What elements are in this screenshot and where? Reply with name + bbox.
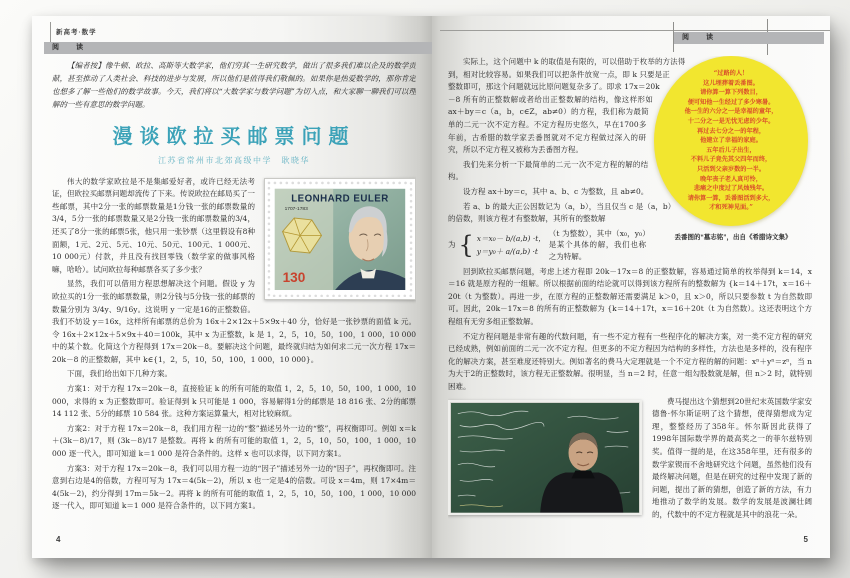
epitaph-line: 这儿埋葬着丢番图。 — [703, 79, 759, 87]
formula-lines — [477, 233, 546, 257]
epitaph-line: 五年后儿子出生， — [706, 146, 756, 154]
blackboard-graphic — [450, 402, 640, 514]
euler-stamp-image — [264, 178, 416, 301]
body-paragraph: 伟大的数学家欧拉是不是集邮爱好者，或许已经无法考证，但欧拉买邮票问题却流传了下来。传说欧拉在邮局买了一些邮票，其中2分一张的邮票数量是1分钱一张的邮票数量的3/4，5分一张的邮票数量又是2分钱一张的邮票数量的3/4，还买了8分一张的邮票5张，他只用一张钞票（这里假设有8种面额，1元、2元、5元、10元、50元、100元、1 000元、10 000元）付款，并且没有找回零钱（数学家的做事风格嘛，哈哈）。试问欧拉每种邮票各买了多少张？ — [52, 176, 255, 274]
right-page — [432, 16, 830, 558]
brace-glyph: { — [458, 231, 474, 260]
body-paragraph: 下面，我们给出如下几种方案。 — [67, 369, 172, 379]
body-paragraph: 实际上，这个问题中 k 的取值是有限的，可以借助于枚举的方法得到，相对比较容易。如果我们可以把条件放宽一点，即 k 只要是正整数即可，那这个问题就远比原问题复杂多了。即求 17x＝20k－8 所有的正整数解或者给出正整数解的结构，像这样形如 ax＋by＝c（a，b，c∈Z，ab≠0）的方程，我们称为最简单的二元一次不定方程。不定方程历史悠久，早在1700多年前，古希腊的数学家丢番图就对不定方程做过深入的研究，所以不定方程又被称为丢番图方程。 — [448, 57, 686, 155]
note-caption: 丢番图的“墓志铭”，出自《希腊诗文集》 — [674, 234, 792, 241]
euler-blackboard-photo — [448, 400, 642, 516]
section-label-left: 阅 读 — [52, 44, 88, 51]
section-band-left — [44, 42, 432, 54]
section-band-right — [674, 32, 824, 44]
stamp-name-text: LEONHARD EULER — [291, 193, 389, 205]
body-paragraph: 不定方程问题是非常有趣的代数问题，有一些不定方程有一些程序化的解决方案，对一类不定方程的研究已经成熟，例如前面的二元一次不定方程。但更多的不定方程因为结构的多样性，方法也是多样的，没有程序化的解决方案，甚至难度还特别大。例如著名的费马大定理就是一个不定方程的解的问题：xⁿ＋yⁿ＝zⁿ，当 n 为大于2的正整数时，该方程无正整数解。很明显，当 n＝2 时，任意一组勾股数就是解，但 n＞2 时，就特别困难。 — [448, 331, 812, 391]
magazine-brand: 新高考·数学 — [56, 29, 97, 36]
stamp-years-text: 1707-1783 — [284, 206, 308, 212]
body-paragraph-plan3: 方案3：对于方程 17x＝20k－8，我们可以用方程一边的“因子”描述另外一边的“因子”，再权衡即可。注意到右边是4的倍数，方程可写为 17x＝4(5k－2)，所以 x 也一定是4的倍数。可设 x＝4m，则 17×4m＝4(5k－2)，约分得到 17m＝5k－2。再将 k 的所有可能的取值 1，2，5，10，50，100，1 000，10 000 逐一代入，即可知道 k＝1 000 是符合条件的，以下同方案1。 — [52, 463, 416, 511]
yellow-oval-note — [654, 56, 808, 226]
epitaph-line: 只活到父亲岁数的一半。 — [696, 166, 766, 174]
general-solution-formula — [448, 228, 646, 263]
article-title: 漫谈欧拉买邮票问题 — [112, 125, 356, 148]
formula-prefix: 为 — [448, 240, 456, 250]
stamp-denomination: 130 — [282, 269, 306, 285]
formula-line-x: x＝x₀－ b/(a,b) ·t， — [476, 234, 546, 244]
formula-suffix: （t 为整数），其中（x₀，y₀）是某个具体的解，我们也称之为特解。 — [548, 228, 646, 261]
epitaph-line: 才和死神见面。” — [709, 204, 753, 212]
body-paragraph: 显然，我们可以借用方程思想解决这个问题。假设 y 为欧拉买的1分一张的邮票数量，则2分钱与5分钱一张的邮票的数量分别为 3/4y、9/16y。这说明 y 一定是16的正整数倍。我们不妨设 y＝16x，这样所有邮票的总价为 16x＋2×12x＋5×9x＋40 分，恰好是一张钞票的面值 k 元。令 16x＋2×12x＋5×9x＋40＝100k，其中 x 为正整数，k 是 1，2，5，10，50，100，1 000，10 000 中的某个数。化简这个方程得到 17x＝20k－8。要解决这个问题，最终就归结为如何求二元一次方程 17x＝20k－8 的正整数解，其中 k∈{1，2，5，10，50，100，1 000，10 000}。 — [52, 279, 416, 364]
body-paragraph: 设方程 ax＋by＝c，其中 a、b、c 为整数，且 ab≠0。 — [463, 186, 649, 196]
body-paragraph: 若 a、b 的最大正公因数记为（a，b），当且仅当 c 是（a，b）的倍数，则该方程才有整数解，其所有的整数解 — [448, 201, 672, 224]
body-paragraph-plan2: 方案2：对于方程 17x＝20k－8，我们用方程一边的“整”描述另外一边的“整”，再权衡即可。例如 x＝k＋(3k－8)/17，则 (3k－8)/17 是整数。再将 k 的所有可能的取值 1，2，5，10，50，100，1 000，10 000 逐一代入，即可知道 k＝1 000 是符合条件的。这样 x 也可以求得，以下同方案1。 — [52, 423, 416, 459]
left-page — [32, 16, 432, 558]
epitaph-line: 他建立了幸福的家庭。 — [700, 137, 762, 145]
epitaph-line: 请你算一算，丢番图活到多大， — [687, 194, 775, 202]
stamp-graphic — [267, 181, 413, 298]
epitaph-line: 他一生的六分之一是幸福的童年， — [684, 108, 778, 116]
brand-divider — [50, 22, 51, 42]
section-label-right: 阅 读 — [682, 34, 718, 41]
right-page-content — [448, 56, 812, 532]
epitaph-line: 晚年丧子老人真可怜， — [700, 175, 762, 183]
diophantus-epitaph-note — [654, 56, 812, 243]
epitaph-line: 悲痛之中度过了风烛残年。 — [693, 185, 769, 193]
epitaph-line: 十二分之一是无忧无虑的少年。 — [687, 117, 775, 125]
article-byline: 江苏省常州市北郊高级中学 耿晓华 — [158, 155, 310, 165]
editor-note: 【编者按】像牛顿、欧拉、高斯等大数学家，他们穷其一生研究数学，做出了很多我们难以企及的数学贡献，甚至推动了人类社会、科技的进步与发展，所以他们是值得我们敬佩的。如果你是热爱数学的，那你肯定也想多了解一些他们的数学故事。今天，我们将以“大数学家与数学问题”为切入点，和大家聊一聊我们可以理解的一些有意思的数学问题。 — [52, 61, 416, 109]
epitaph-line: 不料儿子竟先其父四年而终， — [690, 156, 772, 164]
left-page-content — [52, 60, 416, 532]
page-number-right: 5 — [803, 535, 808, 544]
epitaph-line: 请你算一算下列数目， — [700, 89, 762, 97]
epitaph-line: “过路的人！ — [713, 69, 749, 77]
magazine-spread — [32, 16, 830, 558]
body-paragraph-plan1: 方案1：对于方程 17x＝20k－8，直接验证 k 的所有可能的取值 1，2，5，10，50，100，1 000，10 000，求得的 x 为正整数即可。验证得到 k 只可能是 1 000，容易解得1分的邮票是 18 816 张、2分的邮票 14 112 张、5分的邮票 10 584 张。这种方案运算量大，相对比较麻烦。 — [52, 384, 416, 419]
epitaph-line: 便可知他一生经过了多少寒暑。 — [687, 98, 775, 106]
epitaph-line: 再过去七分之一的年程， — [696, 127, 766, 135]
body-paragraph: 回到欧拉买邮票问题，考虑上述方程即 20k－17x＝8 的正整数解，容易通过简单的枚举得到 k＝14，x＝16 就是原方程的一组解。所以根据前面的结论就可以得到该方程所有的整数解为 {k＝14＋17t，x＝16＋20t（t 为整数）。再进一步，在原方程的正整数解还需要满足 k＞0，且 x＞0，所以只要参数 t 为自然数即可。因此，20k－17x＝8 的所有的正整数解为 {k＝14＋17t，x＝16＋20t（t 为自然数）。这还表明这个方程组有无穷多组正整数解。 — [448, 266, 812, 326]
body-paragraph: 我们先来分析一下最简单的二元一次不定方程的解的结构。 — [448, 159, 649, 182]
page-number-left: 4 — [56, 535, 61, 544]
body-paragraph: 费马提出这个猜想到20世纪末英国数学家安德鲁·怀尔斯证明了这个猜想，使得猜想成为定理，整整经历了358年。怀尔斯因此获得了1998年国际数学界的最高奖之一的菲尔兹特别奖。值得一提的是，在这358年里，还有很多的数学家锲而不舍地研究这个问题，虽然他们没有最终解决问题，但是在研究的过程中发现了新的问题，提出了新的猜想，创造了新的方法，有力地推动了数学的发展。数学的发展是波澜壮阔的，代数中的不定方程就是其中的浪花一朵。 — [652, 396, 812, 519]
formula-line-y: y＝y₀＋ a/(a,b) ·t — [476, 246, 538, 256]
top-rule — [440, 30, 830, 31]
